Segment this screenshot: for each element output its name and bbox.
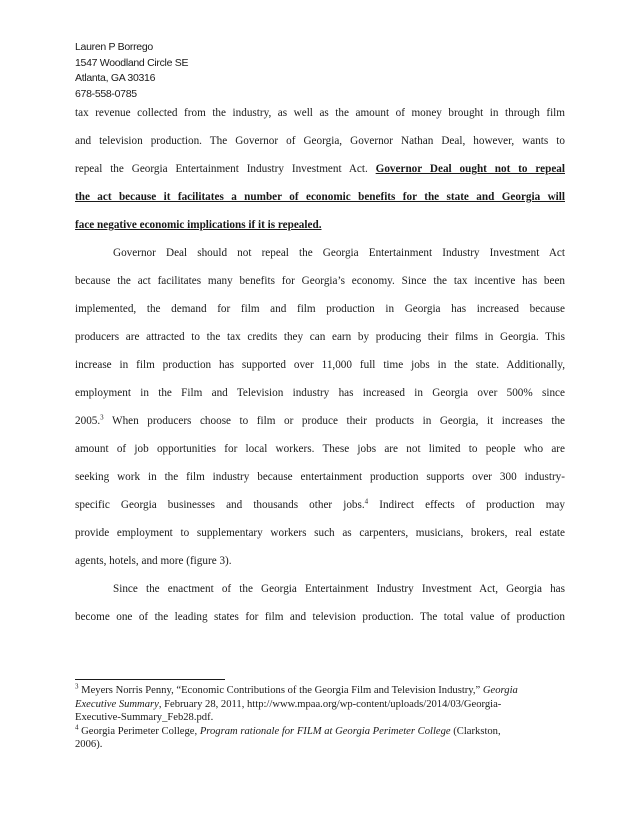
text-line: become one of the leading states for film and television production. The total value of production: [75, 611, 565, 623]
text-line: because the act facilitates many benefits for Georgia’s economy. Since the tax incentive has been: [75, 275, 565, 287]
text-span: 2005.: [75, 415, 101, 427]
text-line: employment in the Film and Television industry has increased in Georgia over 500% since: [75, 387, 565, 399]
footnote-title: Program rationale for FILM at Georgia Perimeter College: [199, 725, 451, 737]
author-phone: 678-558-0785: [75, 87, 137, 100]
footnote-3: [75, 684, 565, 698]
footnote-4: [75, 722, 565, 739]
thesis-statement: face negative economic implications if it is repealed.: [75, 219, 322, 231]
text-span: Indirect effects of production may: [368, 499, 565, 511]
footnote-text: (Clarkston,: [450, 725, 501, 737]
text-line: agents, hotels, and more (figure 3).: [75, 555, 232, 567]
author-city: Atlanta, GA 30316: [75, 72, 156, 84]
text-line: tax revenue collected from the industry, as well as the amount of money brought in through film: [75, 107, 565, 119]
footnotes: [75, 684, 565, 752]
text-line: implemented, the demand for film and film production in Georgia has increased because: [75, 303, 565, 315]
thesis-statement: the act because it facilitates a number of economic benefits for the state and Georgia will: [75, 191, 565, 203]
text-line: Since the enactment of the Georgia Entertainment Industry Investment Act, Georgia has: [113, 583, 565, 595]
text-line: [75, 496, 565, 524]
author-header: [75, 40, 188, 102]
text-span: When producers choose to film or produce their products in Georgia, it increases the: [103, 415, 565, 427]
text-line: Governor Deal should not repeal the Georgia Entertainment Industry Investment Act: [113, 247, 565, 259]
footnote-mark: 4: [75, 722, 79, 731]
essay-body: [75, 104, 565, 636]
footnote-3-url: Executive-Summary_Feb28.pdf.: [75, 712, 214, 723]
text-line: amount of job opportunities for local workers. These jobs are not limited to people who are: [75, 443, 565, 455]
thesis-statement: Governor Deal ought not to repeal: [375, 163, 565, 175]
footnote-text: Georgia Perimeter College,: [78, 725, 200, 737]
author-street: 1547 Woodland Circle SE: [75, 56, 189, 69]
footnote-text: , February 28, 2011, http://www.mpaa.org/wp-content/uploads/2014/03/Georgia-: [158, 698, 502, 710]
text-line: [75, 412, 565, 440]
text-line: and television production. The Governor of Georgia, Governor Nathan Deal, however, wants to: [75, 135, 565, 147]
text-line: producers are attracted to the tax credits they can earn by producing their films in Georgia. This: [75, 331, 565, 343]
footnote-text: Meyers Norris Penny, “Economic Contributions of the Georgia Film and Television Industry,”: [78, 685, 483, 696]
footnote-mark: 3: [75, 682, 79, 691]
footnote-title: Georgia: [482, 685, 518, 696]
text-line: increase in film production has supported over 11,000 full time jobs in the state. Additionally,: [75, 359, 565, 371]
footnote-4-cont: 2006).: [75, 739, 103, 750]
footnote-ref-3: 3: [100, 413, 104, 422]
footnote-title: Executive Summary: [75, 698, 159, 710]
text-span: specific Georgia businesses and thousands other jobs.: [75, 499, 365, 511]
text-line: provide employment to supplementary workers such as carpenters, musicians, brokers, real estate: [75, 527, 565, 539]
text-line: seeking work in the film industry because entertainment production supports over 300 industry-: [75, 471, 565, 483]
footnote-3-cont: [75, 698, 565, 712]
text-span: repeal the Georgia Entertainment Industry Investment Act.: [75, 163, 376, 175]
text-line: [75, 160, 565, 188]
footnote-ref-4: 4: [364, 497, 369, 506]
text-line: [75, 216, 565, 244]
footnote-divider: [75, 679, 225, 680]
author-name: Lauren P Borrego: [75, 41, 153, 53]
